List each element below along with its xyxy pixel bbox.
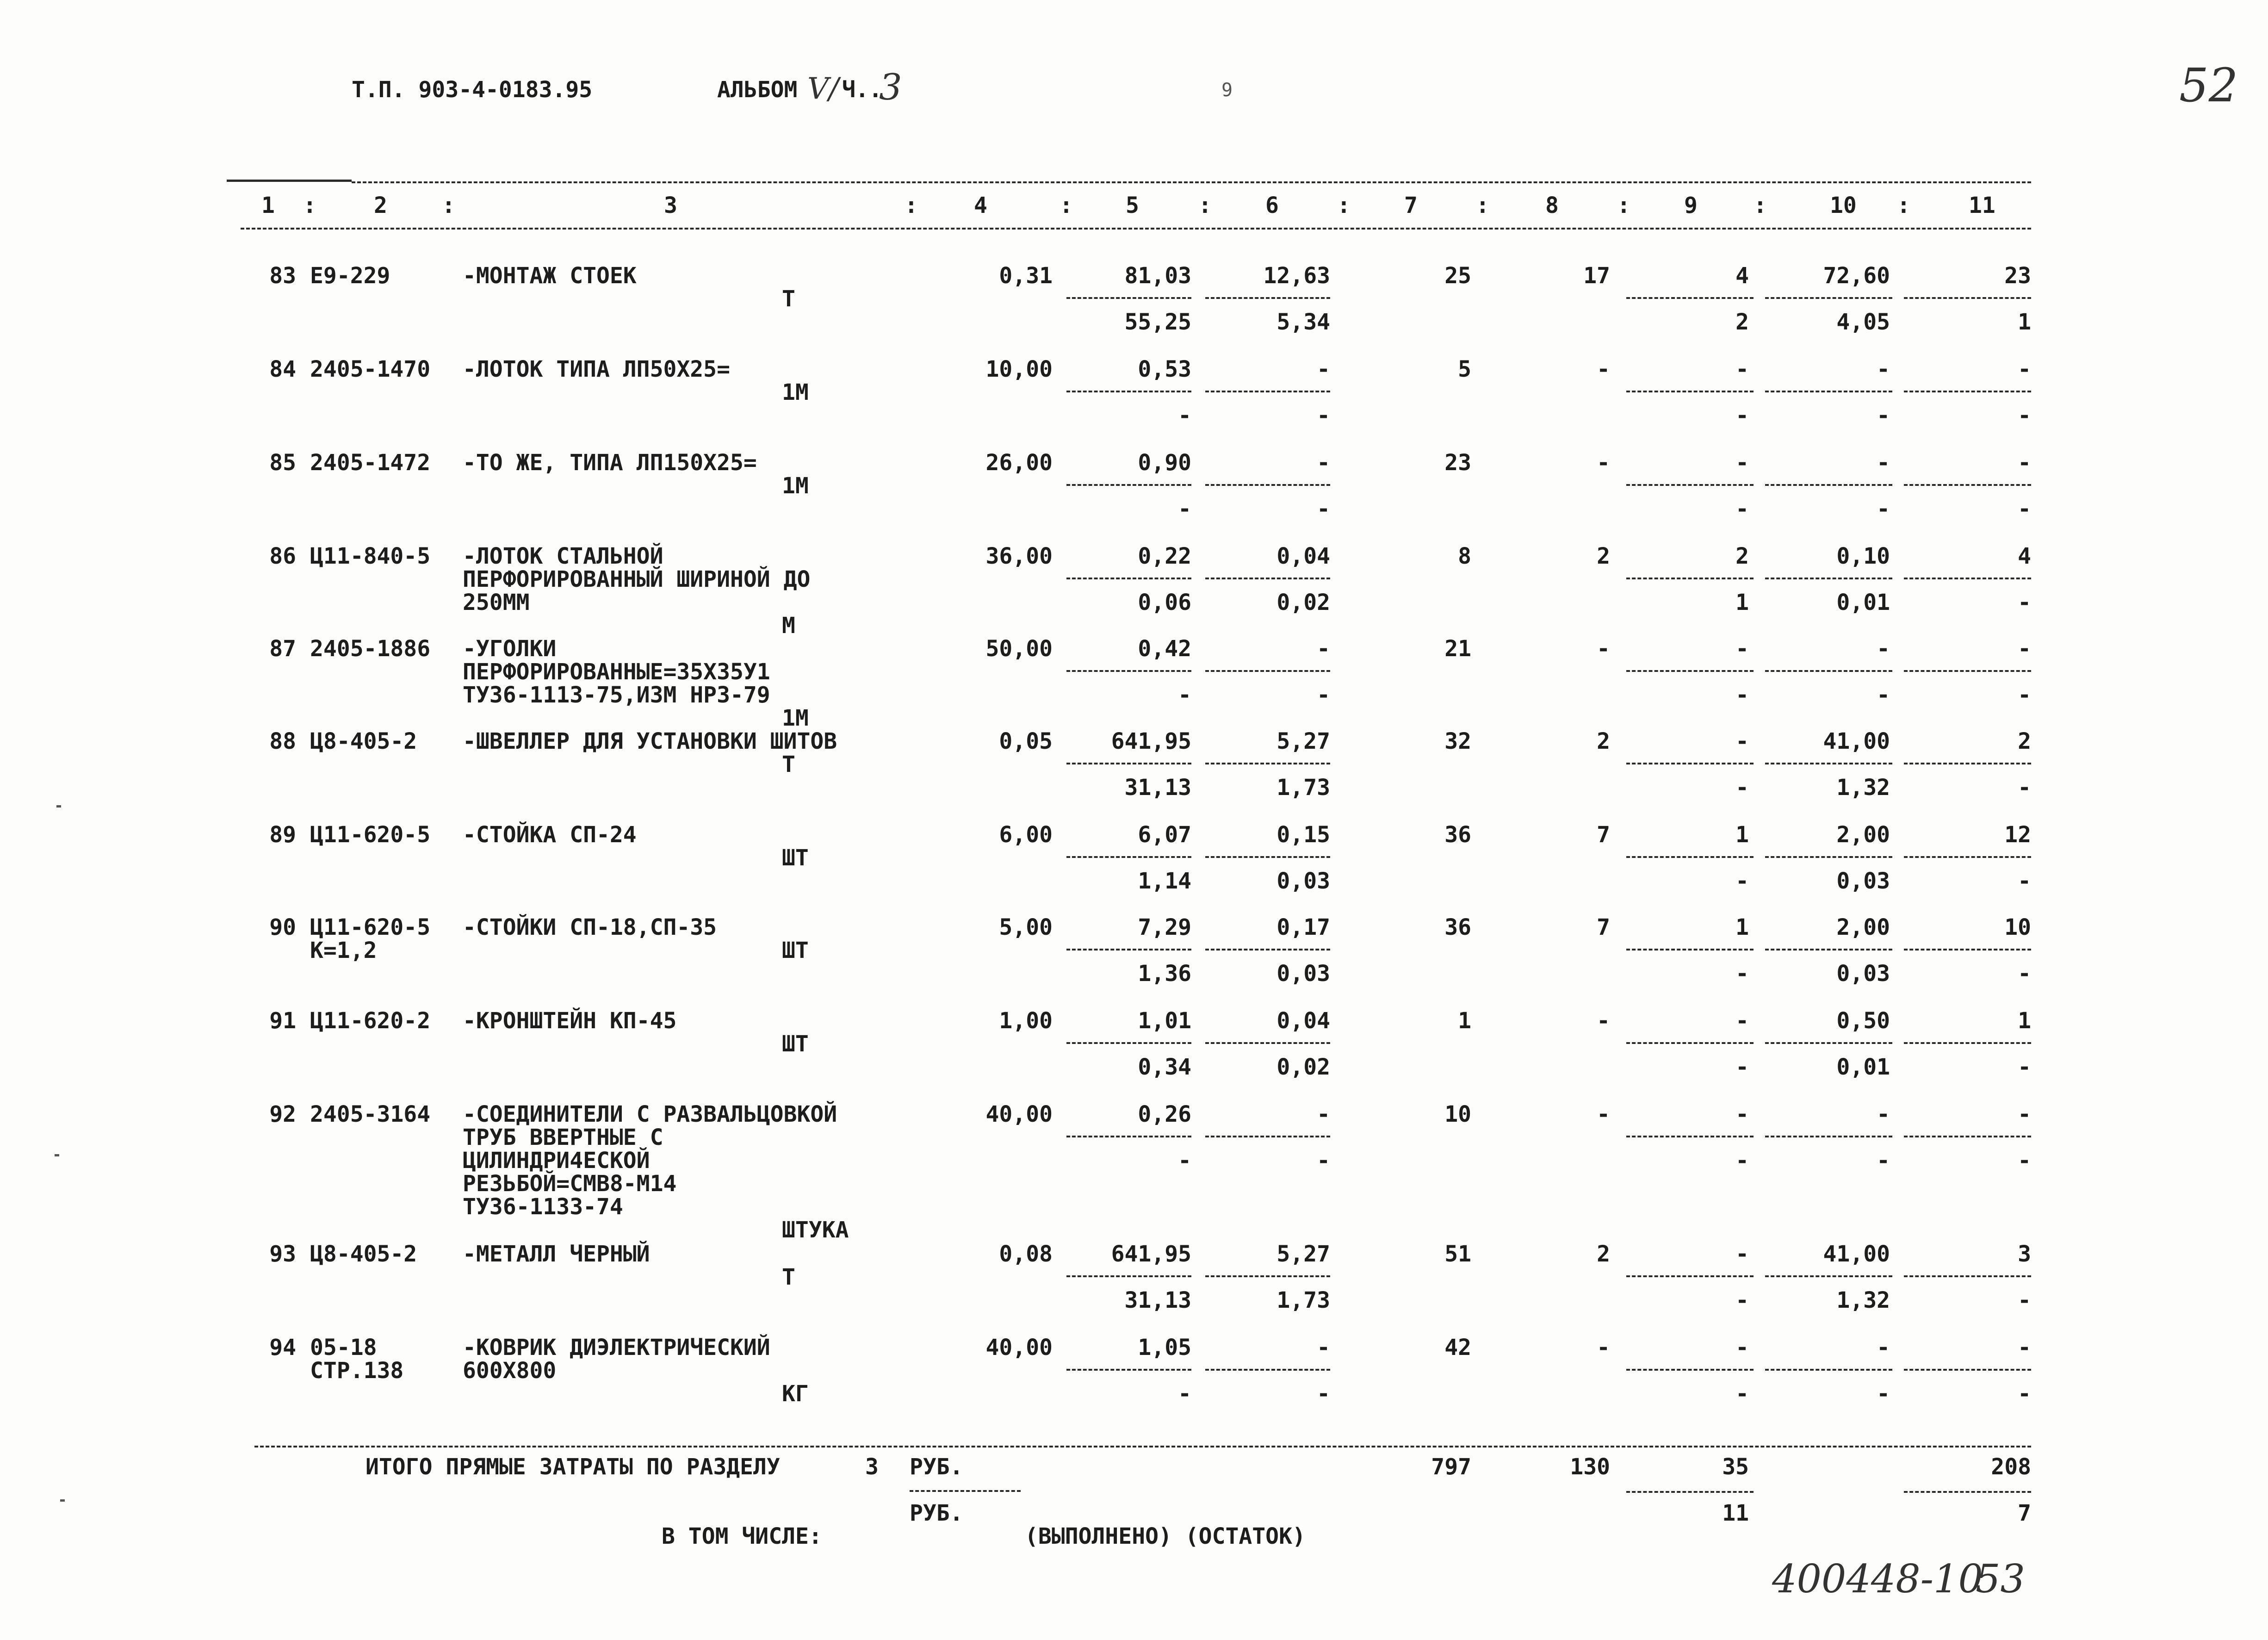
row-col-6: 5,27 — [1277, 728, 1330, 754]
row-code: Ц11-620-5 — [310, 914, 431, 940]
row-col-9-sub: 2 — [1735, 309, 1749, 335]
row-col-10: - — [1877, 1335, 1890, 1360]
row-quantity: 1,00 — [999, 1008, 1053, 1034]
row-col-10: 0,10 — [1836, 543, 1890, 569]
total-col-11-sub: 7 — [2018, 1500, 2031, 1526]
row-col-5-sub: 1,14 — [1138, 868, 1191, 894]
total-col-7: 797 — [1431, 1454, 1471, 1480]
row-name: -ШВЕЛЛЕР ДЛЯ УСТАНОВКИ ШИТОВ — [463, 728, 837, 754]
row-col-5: 641,95 — [1111, 728, 1191, 754]
column-separator: : — [303, 193, 316, 218]
row-code: 2405-1472 — [310, 450, 431, 476]
row-col-6-sub: - — [1317, 496, 1330, 522]
part-label: Ч.. — [842, 77, 882, 103]
row-col-7: 42 — [1444, 1335, 1471, 1360]
row-name: -ЛОТОК ТИПА ЛП50Х25= — [463, 356, 730, 382]
column-header: 8 — [1545, 193, 1559, 218]
row-name: -КОВРИК ДИЭЛЕКТРИЧЕСКИЙ — [463, 1335, 770, 1360]
row-col-10: - — [1877, 1101, 1890, 1127]
row-col-5: 7,29 — [1138, 914, 1191, 940]
row-col-9: 2 — [1735, 543, 1749, 569]
column-separator: : — [905, 193, 918, 218]
row-col-8: - — [1597, 1335, 1610, 1360]
row-quantity: 6,00 — [999, 822, 1053, 848]
row-quantity: 36,00 — [985, 543, 1053, 569]
row-code: Ц8-405-2 — [310, 728, 417, 754]
row-col-11-sub: - — [2018, 1287, 2031, 1313]
row-col-6-sub: 0,02 — [1277, 1054, 1330, 1080]
row-col-11: 23 — [2004, 263, 2031, 289]
row-number: 89 — [269, 822, 296, 848]
row-col-5-sub: - — [1178, 682, 1191, 708]
row-col-8: 2 — [1597, 543, 1610, 569]
row-col-9-sub: - — [1735, 1381, 1749, 1407]
row-quantity: 0,05 — [999, 728, 1053, 754]
column-header: 2 — [374, 193, 387, 218]
row-col-9: - — [1735, 1241, 1749, 1267]
row-col-6-sub: 0,03 — [1277, 868, 1330, 894]
row-col-9: - — [1735, 636, 1749, 662]
row-col-10-sub: 1,32 — [1836, 1287, 1890, 1313]
column-header: 6 — [1265, 193, 1279, 218]
row-name: ПЕРФОРИРОВАННЫЕ=35Х35У1 — [463, 659, 770, 685]
row-col-5-sub: 31,13 — [1124, 1287, 1191, 1313]
row-col-9: - — [1735, 1335, 1749, 1360]
row-code: 2405-1886 — [310, 636, 431, 662]
row-quantity: 5,00 — [999, 914, 1053, 940]
row-col-8: 2 — [1597, 1241, 1610, 1267]
row-col-7: 51 — [1444, 1241, 1471, 1267]
row-col-7: 21 — [1444, 636, 1471, 662]
row-col-5: 0,26 — [1138, 1101, 1191, 1127]
row-quantity: 0,08 — [999, 1241, 1053, 1267]
row-col-11: - — [2018, 450, 2031, 476]
row-name: -ТО ЖЕ, ТИПА ЛП150Х25= — [463, 450, 757, 476]
row-col-11: 2 — [2018, 728, 2031, 754]
row-col-9-sub: - — [1735, 868, 1749, 894]
row-col-10: 72,60 — [1823, 263, 1890, 289]
row-col-6: - — [1317, 1335, 1330, 1360]
row-col-9: - — [1735, 356, 1749, 382]
total-unit-1: РУБ. — [910, 1454, 963, 1480]
row-col-7: 36 — [1444, 914, 1471, 940]
total-col-9-sub: 11 — [1722, 1500, 1749, 1526]
column-separator: : — [1897, 193, 1910, 218]
row-col-10-sub: 1,32 — [1836, 775, 1890, 801]
row-col-9-sub: - — [1735, 496, 1749, 522]
row-col-6-sub: - — [1317, 1381, 1330, 1407]
row-unit: ШТ — [782, 845, 809, 871]
row-col-5-sub: 31,13 — [1124, 775, 1191, 801]
total-col-8: 130 — [1570, 1454, 1610, 1480]
row-col-10-sub: 0,01 — [1836, 1054, 1890, 1080]
row-col-6: 5,27 — [1277, 1241, 1330, 1267]
document-code: Т.П. 903-4-0183.95 — [352, 77, 593, 103]
row-col-6: 0,04 — [1277, 1008, 1330, 1034]
row-col-5-sub: 1,36 — [1138, 961, 1191, 987]
column-separator: : — [442, 193, 455, 218]
row-col-11-sub: - — [2018, 775, 2031, 801]
row-code: 05-18 — [310, 1335, 377, 1360]
column-header: 7 — [1404, 193, 1418, 218]
row-name: -МЕТАЛЛ ЧЕРНЫЙ — [463, 1241, 650, 1267]
row-number: 85 — [269, 450, 296, 476]
row-number: 88 — [269, 728, 296, 754]
row-col-9-sub: 1 — [1735, 590, 1749, 615]
row-quantity: 50,00 — [985, 636, 1053, 662]
row-col-5: 0,53 — [1138, 356, 1191, 382]
row-col-5-sub: 0,34 — [1138, 1054, 1191, 1080]
row-col-8: - — [1597, 1008, 1610, 1034]
row-col-6-sub: - — [1317, 403, 1330, 429]
row-col-5-sub: - — [1178, 1381, 1191, 1407]
column-separator: : — [1060, 193, 1073, 218]
row-col-9-sub: - — [1735, 403, 1749, 429]
row-col-11: - — [2018, 356, 2031, 382]
row-name: ТУ36-1113-75,ИЗМ НР3-79 — [463, 682, 770, 708]
row-col-9-sub: - — [1735, 1287, 1749, 1313]
row-col-11-sub: - — [2018, 682, 2031, 708]
row-col-10-sub: - — [1877, 403, 1890, 429]
row-col-10: - — [1877, 450, 1890, 476]
row-number: 91 — [269, 1008, 296, 1034]
total-col-11: 208 — [1991, 1454, 2031, 1480]
row-code: Ц11-840-5 — [310, 543, 431, 569]
row-unit: 1М — [782, 379, 809, 405]
column-separator: : — [1198, 193, 1212, 218]
row-name: -СТОЙКА СП-24 — [463, 822, 637, 848]
row-col-11: - — [2018, 1101, 2031, 1127]
row-name: 600Х800 — [463, 1358, 557, 1384]
page-small-number: 9 — [1221, 80, 1233, 101]
row-col-10: 41,00 — [1823, 728, 1890, 754]
row-col-5: 0,22 — [1138, 543, 1191, 569]
row-code: Ц8-405-2 — [310, 1241, 417, 1267]
row-col-10-sub: - — [1877, 682, 1890, 708]
album-number: V/ — [807, 72, 839, 106]
row-unit: 1М — [782, 473, 809, 499]
row-name: РЕЗЬБОЙ=СМВ8-М14 — [463, 1171, 677, 1197]
row-col-10: 2,00 — [1836, 914, 1890, 940]
row-col-11: - — [2018, 636, 2031, 662]
row-unit: Т — [782, 286, 795, 312]
row-col-8: 2 — [1597, 728, 1610, 754]
row-col-7: 10 — [1444, 1101, 1471, 1127]
row-col-5: 0,90 — [1138, 450, 1191, 476]
row-quantity: 40,00 — [985, 1101, 1053, 1127]
row-col-5: 641,95 — [1111, 1241, 1191, 1267]
row-unit: ШТУКА — [782, 1217, 849, 1243]
row-col-9-sub: - — [1735, 775, 1749, 801]
row-name: -ЛОТОК СТАЛЬНОЙ — [463, 543, 663, 569]
column-header: 5 — [1126, 193, 1139, 218]
row-col-7: 23 — [1444, 450, 1471, 476]
row-name: 250ММ — [463, 590, 530, 615]
row-col-10: - — [1877, 356, 1890, 382]
row-col-7: 36 — [1444, 822, 1471, 848]
row-col-10: - — [1877, 636, 1890, 662]
row-col-11: 1 — [2018, 1008, 2031, 1034]
row-col-6-sub: 5,34 — [1277, 309, 1330, 335]
row-col-6-sub: 1,73 — [1277, 1287, 1330, 1313]
row-col-8: - — [1597, 356, 1610, 382]
column-separator: : — [1754, 193, 1767, 218]
row-name: -СТОЙКИ СП-18,СП-35 — [463, 914, 717, 940]
row-code: 2405-1470 — [310, 356, 431, 382]
row-code: К=1,2 — [310, 938, 377, 963]
row-col-5-sub: - — [1178, 403, 1191, 429]
done-remaining-label: (ВЫПОЛНЕНО) (ОСТАТОК) — [1025, 1523, 1306, 1549]
page-number-handwritten: 52 — [2179, 58, 2238, 112]
total-unit-2: РУБ. — [910, 1500, 963, 1526]
row-unit: ШТ — [782, 1031, 809, 1057]
row-col-9: - — [1735, 728, 1749, 754]
row-col-6: - — [1317, 636, 1330, 662]
row-col-5: 6,07 — [1138, 822, 1191, 848]
row-col-11-sub: - — [2018, 1381, 2031, 1407]
row-col-10-sub: 0,03 — [1836, 868, 1890, 894]
row-quantity: 26,00 — [985, 450, 1053, 476]
row-col-10-sub: - — [1877, 496, 1890, 522]
row-col-5-sub: - — [1178, 1148, 1191, 1174]
row-name: -СОЕДИНИТЕЛИ С РАЗВАЛЬЦОВКОЙ — [463, 1101, 837, 1127]
handwritten-code: 400448-10 — [1772, 1556, 1983, 1602]
column-header: 3 — [664, 193, 677, 218]
handwritten-page: 53 — [1976, 1556, 2025, 1602]
row-col-6-sub: - — [1317, 682, 1330, 708]
row-unit: М — [782, 613, 795, 639]
row-col-5-sub: - — [1178, 496, 1191, 522]
row-col-7: 1 — [1458, 1008, 1471, 1034]
row-col-11: 12 — [2004, 822, 2031, 848]
row-col-6: 0,17 — [1277, 914, 1330, 940]
row-col-10: 2,00 — [1836, 822, 1890, 848]
row-col-10-sub: 4,05 — [1836, 309, 1890, 335]
row-col-9: - — [1735, 450, 1749, 476]
row-col-6-sub: 0,02 — [1277, 590, 1330, 615]
row-col-7: 5 — [1458, 356, 1471, 382]
row-col-10-sub: - — [1877, 1148, 1890, 1174]
row-col-8: - — [1597, 636, 1610, 662]
row-col-9-sub: - — [1735, 961, 1749, 987]
row-name: -МОНТАЖ СТОЕК — [463, 263, 637, 289]
row-col-11-sub: 1 — [2018, 309, 2031, 335]
row-col-8: 7 — [1597, 822, 1610, 848]
row-col-5-sub: 55,25 — [1124, 309, 1191, 335]
row-col-9: 1 — [1735, 914, 1749, 940]
row-number: 83 — [269, 263, 296, 289]
row-col-9: - — [1735, 1101, 1749, 1127]
total-label: ИТОГО ПРЯМЫЕ ЗАТРАТЫ ПО РАЗДЕЛУ — [366, 1454, 780, 1480]
row-name: ТУ36-1133-74 — [463, 1194, 623, 1220]
row-col-11-sub: - — [2018, 1054, 2031, 1080]
row-quantity: 0,31 — [999, 263, 1053, 289]
row-col-6: - — [1317, 450, 1330, 476]
row-col-11: 3 — [2018, 1241, 2031, 1267]
row-col-11: 4 — [2018, 543, 2031, 569]
column-separator: : — [1617, 193, 1630, 218]
row-col-6-sub: 0,03 — [1277, 961, 1330, 987]
row-col-8: 17 — [1583, 263, 1610, 289]
row-code: 2405-3164 — [310, 1101, 431, 1127]
part-number: 3 — [879, 67, 902, 108]
row-number: 84 — [269, 356, 296, 382]
total-section: 3 — [865, 1454, 879, 1480]
row-col-9: 4 — [1735, 263, 1749, 289]
row-col-7: 25 — [1444, 263, 1471, 289]
row-col-5: 1,01 — [1138, 1008, 1191, 1034]
row-number: 93 — [269, 1241, 296, 1267]
row-col-11-sub: - — [2018, 868, 2031, 894]
row-col-10-sub: 0,01 — [1836, 590, 1890, 615]
row-name: ТРУБ ВВЕРТНЫЕ С — [463, 1124, 663, 1150]
column-header: 4 — [974, 193, 987, 218]
row-number: 90 — [269, 914, 296, 940]
row-col-11: 10 — [2004, 914, 2031, 940]
row-col-8: - — [1597, 450, 1610, 476]
row-col-11-sub: - — [2018, 590, 2031, 615]
row-code: Е9-229 — [310, 263, 390, 289]
row-col-10: 41,00 — [1823, 1241, 1890, 1267]
row-col-6: 0,04 — [1277, 543, 1330, 569]
row-name: -КРОНШТЕЙН КП-45 — [463, 1008, 677, 1034]
row-col-5-sub: 0,06 — [1138, 590, 1191, 615]
column-header: 1 — [261, 193, 275, 218]
row-col-11: - — [2018, 1335, 2031, 1360]
row-name: -УГОЛКИ — [463, 636, 557, 662]
row-col-9: 1 — [1735, 822, 1749, 848]
row-col-11-sub: - — [2018, 403, 2031, 429]
row-col-6: 12,63 — [1263, 263, 1330, 289]
row-col-11-sub: - — [2018, 1148, 2031, 1174]
row-col-9-sub: - — [1735, 682, 1749, 708]
row-col-10-sub: 0,03 — [1836, 961, 1890, 987]
row-col-6: 0,15 — [1277, 822, 1330, 848]
row-col-5: 81,03 — [1124, 263, 1191, 289]
row-code: Ц11-620-5 — [310, 822, 431, 848]
row-code: СТР.138 — [310, 1358, 404, 1384]
row-unit: 1М — [782, 705, 809, 731]
row-col-11-sub: - — [2018, 496, 2031, 522]
column-separator: : — [1476, 193, 1489, 218]
row-name: ПЕРФОРИРОВАННЫЙ ШИРИНОЙ ДО — [463, 566, 811, 592]
row-number: 94 — [269, 1335, 296, 1360]
row-unit: ШТ — [782, 938, 809, 963]
row-name: ЦИЛИНДРИ4ЕСКОЙ — [463, 1148, 650, 1174]
row-number: 86 — [269, 543, 296, 569]
row-unit: Т — [782, 752, 795, 777]
total-col-9: 35 — [1722, 1454, 1749, 1480]
including-label: В ТОМ ЧИСЛЕ: — [662, 1523, 822, 1549]
row-col-8: 7 — [1597, 914, 1610, 940]
column-header: 10 — [1830, 193, 1857, 218]
column-header: 11 — [1969, 193, 1995, 218]
row-col-6-sub: 1,73 — [1277, 775, 1330, 801]
row-col-9-sub: - — [1735, 1148, 1749, 1174]
row-col-7: 32 — [1444, 728, 1471, 754]
row-number: 92 — [269, 1101, 296, 1127]
row-col-7: 8 — [1458, 543, 1471, 569]
row-number: 87 — [269, 636, 296, 662]
row-quantity: 40,00 — [985, 1335, 1053, 1360]
row-col-5: 0,42 — [1138, 636, 1191, 662]
row-unit: Т — [782, 1264, 795, 1290]
column-header: 9 — [1684, 193, 1698, 218]
album-label: АЛЬБОМ — [717, 77, 798, 103]
row-col-5: 1,05 — [1138, 1335, 1191, 1360]
row-col-6: - — [1317, 356, 1330, 382]
row-col-8: - — [1597, 1101, 1610, 1127]
row-col-6-sub: - — [1317, 1148, 1330, 1174]
row-col-11-sub: - — [2018, 961, 2031, 987]
row-col-10-sub: - — [1877, 1381, 1890, 1407]
row-quantity: 10,00 — [985, 356, 1053, 382]
row-col-9: - — [1735, 1008, 1749, 1034]
row-code: Ц11-620-2 — [310, 1008, 431, 1034]
row-col-9-sub: - — [1735, 1054, 1749, 1080]
row-unit: КГ — [782, 1381, 809, 1407]
column-separator: : — [1337, 193, 1351, 218]
row-col-10: 0,50 — [1836, 1008, 1890, 1034]
row-col-6: - — [1317, 1101, 1330, 1127]
